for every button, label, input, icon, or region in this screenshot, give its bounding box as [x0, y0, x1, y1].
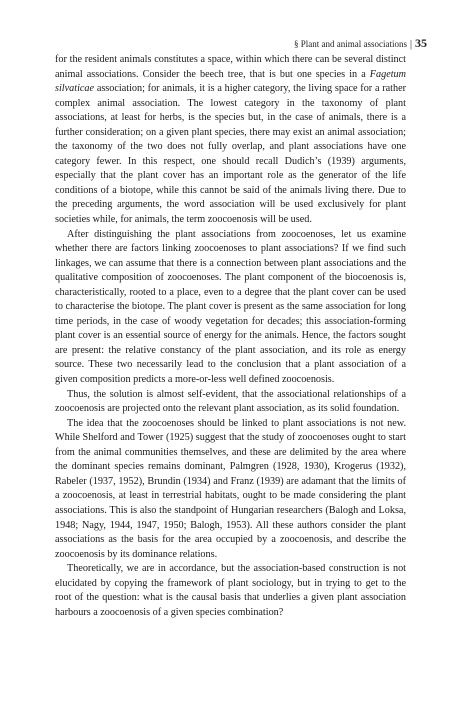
paragraph: Thus, the solution is almost self-evident, that the associational relationships of a zoocoenosis are projected onto the relevant plant association, as its solid foundation.: [55, 388, 406, 415]
paragraph: Theoretically, we are in accordance, but the association-based construction is not elucidated by copying the framework of plant sociology, but in trying to get to the root of the question: what is the causal basis that underlies a given plant association harbours a zoocoenosis of a given species combination?: [55, 563, 406, 618]
paragraph: [55, 53, 406, 228]
species-name: Fagetum silvaticae: [55, 68, 406, 95]
body-text: [55, 53, 406, 620]
paragraph: The idea that the zoocoenoses should be linked to plant associations is not new. While Shelford and Tower (1925) suggest that the study of zoocoenoses ought to start from the animal communities themselves, and these are delimited by the area where the dominant species remains dominant, Palmgren (1928, 1930), Krogerus (1932), Rabeler (1937, 1952), Brundin (1934) and Franz (1939) are adamant that the limits of a zoocoenosis, at least in terrestrial habitats, ought to be made considering the plant associations. This is also the standpoint of Hungarian researchers (Balogh and Loksa, 1948; Nagy, 1944, 1947, 1950; Balogh, 1953). All these authors consider the plant associations as the basis for the area occupied by a zoocoenosis, and describe the zoocoenosis by its dominance relations.: [55, 417, 406, 560]
section-title: § Plant and animal associations: [294, 39, 407, 49]
header-separator: |: [409, 39, 412, 50]
page-number: 35: [415, 36, 427, 50]
paragraph-text: association; for animals, it is a higher category, the living space for a rather complex animal association. The lowest category in the taxonomy of plant associations, at least for herbs, is the species but, in the case of animals, there is a further consideration; on a given plant species, there may exist an animal association; the taxonomy of the two does not fully overlap, and plant associations have one category fewer. In this respect, one should recall Dudich’s (1939) arguments, especially that the plant cover has an important role as the generator of the life conditions of a biotope, while this cannot be said of the animals living there. Due to the preceding arguments, the word association will be used exclusively for plant societies while, for animals, the term zoocoenosis will be used.: [55, 83, 406, 226]
paragraph: After distinguishing the plant associations from zoocoenoses, let us examine whether there are factors linking zoocoenoses to plant associations? If we find such linkages, we can assume that there is a connection between plant associations and the qualitative composition of zoocoenoses. The plant component of the biocoenosis is, characteristically, rooted to a place, even to a degree that the plant cover can be used to characterise the biotope. The plant cover is present as the same association for long time periods, in the case of woody vegetation for decades; this association-forming plant cover is an essential source of energy for the animals. Hence, the factors sought are present: the relative constancy of the plant association, and its role as energy source. These two necessarily lead to the conclusion that a plant association of a given composition predicts a more-or-less well defined zoocoenosis.: [55, 228, 406, 386]
paragraph-text: for the resident animals constitutes a space, within which there can be several distinct animal associations. Consider the beech tree, that is but one species in a: [55, 54, 406, 80]
running-header: [294, 37, 427, 51]
